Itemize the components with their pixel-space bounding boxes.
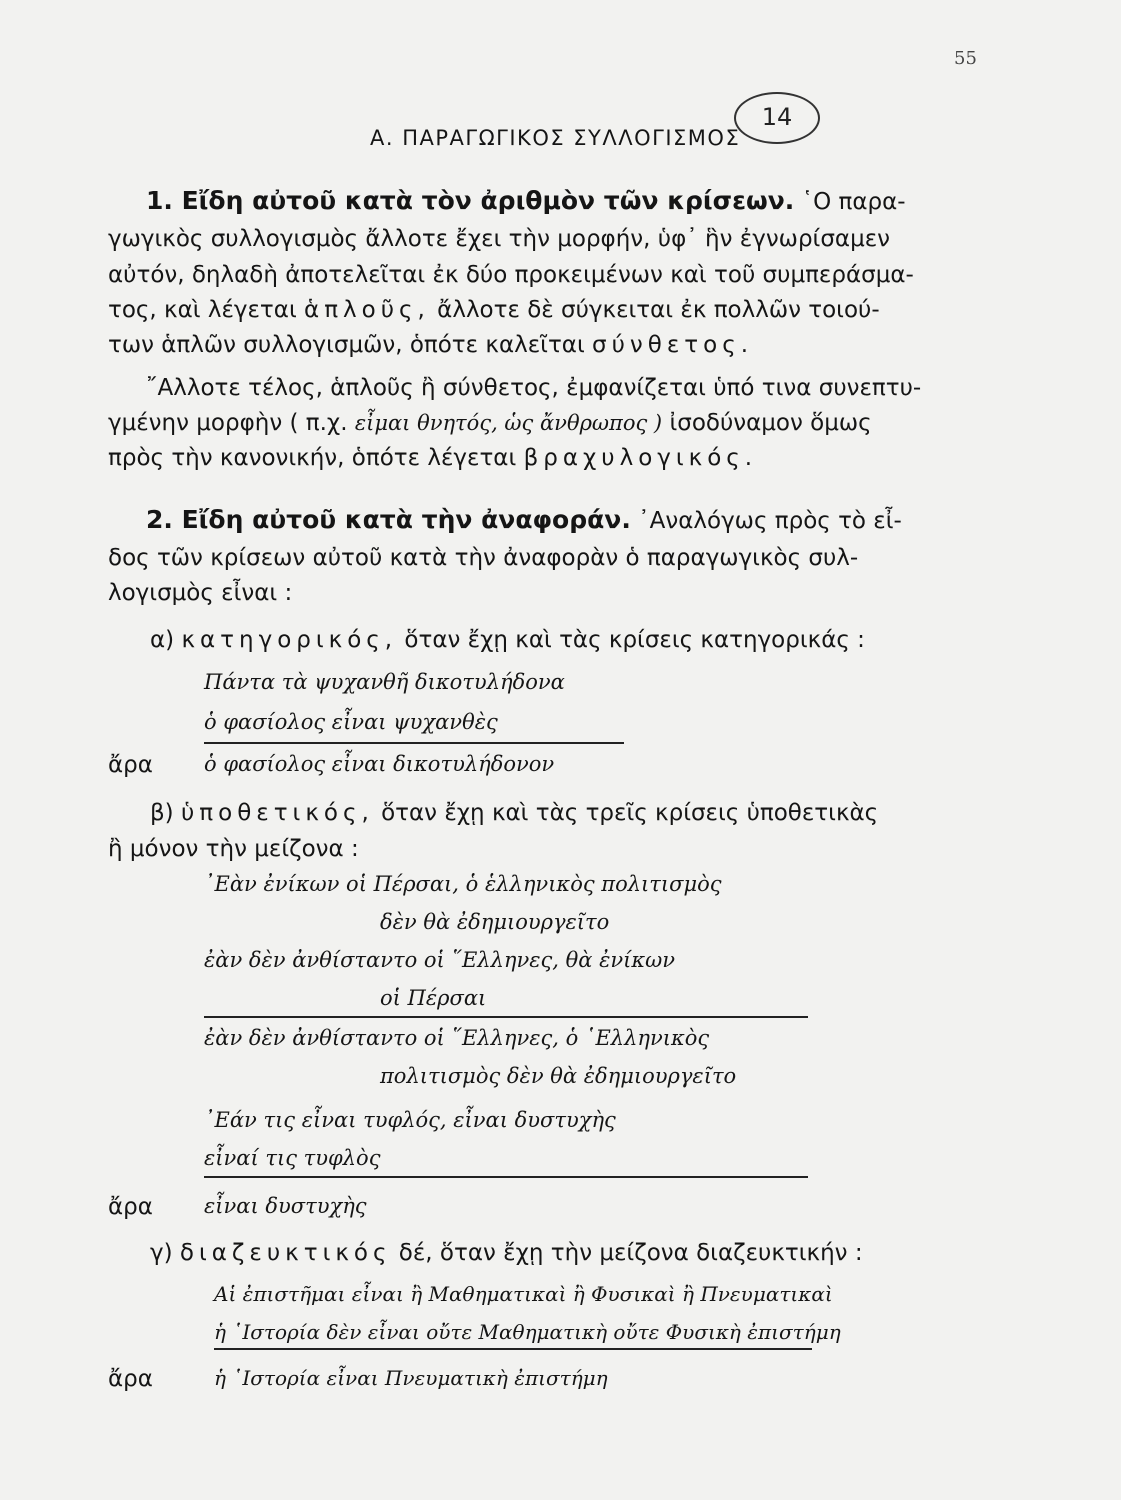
item-b-rule-2: [204, 1176, 808, 1178]
section1-line4-b: ἄλλοτε δὲ σύγκειται ἐκ πολλῶν τοιού-: [437, 297, 880, 323]
item-a-line: [150, 627, 865, 653]
item-a-rule: [204, 742, 624, 744]
section2-line1: [146, 505, 902, 534]
section1-line1-rest: ῾Ο παρα-: [801, 189, 906, 215]
section1-line7-b: ἰσοδύναμον ὅμως: [669, 410, 872, 436]
section2-title: 2. Εἴδη αὐτοῦ κατὰ τὴν ἀναφοράν.: [146, 505, 631, 534]
section1-line4: [108, 297, 880, 323]
section1-line7-a: γμένην μορφὴν ( π.χ.: [108, 410, 348, 436]
section1-line8: [108, 445, 757, 471]
section1-line1: [146, 186, 906, 215]
item-a-ara: ἄρα: [108, 752, 153, 778]
term-haplous: ἁπλοῦς,: [304, 297, 430, 323]
section1-line4-a: τος, καὶ λέγεται: [108, 297, 297, 323]
section2-line3: λογισμὸς εἶναι :: [108, 580, 293, 606]
term-hypothetikos: ὑποθετικός,: [180, 800, 374, 826]
item-b-ex1-line2: δὲν θὰ ἐδημιουργεῖτο: [380, 910, 610, 934]
section1-line8-a: πρὸς τὴν κανονικήν, ὁπότε λέγεται: [108, 445, 517, 471]
item-a-premise-2: ὁ φασίολος εἶναι ψυχανθὲς: [204, 710, 498, 734]
item-b-ex1-line1: ᾿Εὰν ἐνίκων οἱ Πέρσαι, ὁ ἑλληνικὸς πολιτισμὸς: [204, 872, 722, 896]
term-diazeuktikos: διαζευκτικός: [179, 1240, 392, 1266]
item-b-label: β): [150, 800, 174, 826]
item-c-premise-1: Αἱ ἐπιστῆμαι εἶναι ἢ Μαθηματικαὶ ἢ Φυσικαὶ ἢ Πνευματικαὶ: [214, 1282, 833, 1306]
item-b-ex2-conclusion: εἶναι δυστυχὴς: [204, 1194, 367, 1218]
item-a-label: α): [150, 627, 175, 653]
item-c-premise-2: ἡ ῾Ιστορία δὲν εἶναι οὔτε Μαθηματικὴ οὔτε Φυσικὴ ἐπιστήμη: [214, 1320, 841, 1344]
section1-line5: [108, 332, 753, 358]
item-c-conclusion: ἡ ῾Ιστορία εἶναι Πνευματικὴ ἐπιστήμη: [214, 1366, 608, 1390]
item-b-ex2-premise-2: εἶναί τις τυφλὸς: [204, 1146, 381, 1170]
page-number: 55: [954, 48, 977, 69]
item-c-rule: [214, 1348, 812, 1350]
term-kategorikos: κατηγορικός,: [181, 627, 398, 653]
section1-line2: γωγικὸς συλλογισμὸς ἄλλοτε ἔχει τὴν μορφήν, ὑφ᾽ ἣν ἐγνωρίσαμεν: [108, 226, 890, 252]
item-b-text: ὅταν ἔχῃ καὶ τὰς τρεῖς κρίσεις ὑποθετικὰς: [381, 800, 879, 826]
section1-example-italic: εἶμαι θνητός, ὡς ἄνθρωπος ): [354, 411, 663, 435]
item-b-ex2-premise-1: ᾿Εάν τις εἶναι τυφλός, εἶναι δυστυχὴς: [204, 1108, 616, 1132]
item-b-rule-1: [204, 1016, 808, 1018]
term-synthetos: σύνθετος.: [592, 332, 754, 358]
item-b-ara: ἄρα: [108, 1194, 153, 1220]
term-brachylogikos: βραχυλογικός.: [523, 445, 758, 471]
section1-line3: αὐτόν, δηλαδὴ ἀποτελεῖται ἐκ δύο προκειμένων καὶ τοῦ συμπεράσμα-: [108, 262, 914, 288]
section2-line2: δος τῶν κρίσεων αὐτοῦ κατὰ τὴν ἀναφορὰν ὁ παραγωγικὸς συλ-: [108, 545, 859, 571]
section-heading: Α. ΠΑΡΑΓΩΓΙΚΟΣ ΣΥΛΛΟΓΙΣΜΟΣ: [370, 126, 741, 150]
item-a-premise-1: Πάντα τὰ ψυχανθῆ δικοτυλήδονα: [204, 670, 565, 694]
item-b-ex1-line3: ἐὰν δὲν ἀνθίσταντο οἱ ῞Ελληνες, θὰ ἐνίκων: [204, 948, 676, 972]
section1-line7: [108, 410, 872, 436]
item-a-text: ὅταν ἔχῃ καὶ τὰς κρίσεις κατηγορικάς :: [404, 627, 865, 653]
item-b-ex1-conclusion-1: ἐὰν δὲν ἀνθίσταντο οἱ ῞Ελληνες, ὁ ῾Ελληνικὸς: [204, 1026, 710, 1050]
item-c-ara: ἄρα: [108, 1366, 153, 1392]
section1-line6: ῎Αλλοτε τέλος, ἁπλοῦς ἢ σύνθετος, ἐμφανίζεται ὑπό τινα συνεπτυ-: [146, 375, 922, 401]
section2-line1-rest: ᾿Αναλόγως πρὸς τὸ εἶ-: [638, 508, 902, 534]
handwritten-circled-number: 14: [734, 92, 820, 144]
section1-line5-a: των ἁπλῶν συλλογισμῶν, ὁπότε καλεῖται: [108, 332, 585, 358]
section1-title: 1. Εἴδη αὐτοῦ κατὰ τὸν ἀριθμὸν τῶν κρίσεων.: [146, 186, 795, 215]
item-b-ex1-conclusion-2: πολιτισμὸς δὲν θὰ ἐδημιουργεῖτο: [380, 1064, 737, 1088]
item-b-line2: ἢ μόνον τὴν μείζονα :: [108, 836, 359, 862]
item-c-label: γ): [150, 1240, 173, 1266]
item-c-line: [150, 1240, 863, 1266]
item-c-text: δέ, ὅταν ἔχῃ τὴν μείζονα διαζευκτικήν :: [398, 1240, 863, 1266]
item-b-line: [150, 800, 878, 826]
item-a-conclusion: ὁ φασίολος εἶναι δικοτυλήδονον: [204, 752, 555, 776]
item-b-ex1-line4: οἱ Πέρσαι: [380, 986, 487, 1010]
